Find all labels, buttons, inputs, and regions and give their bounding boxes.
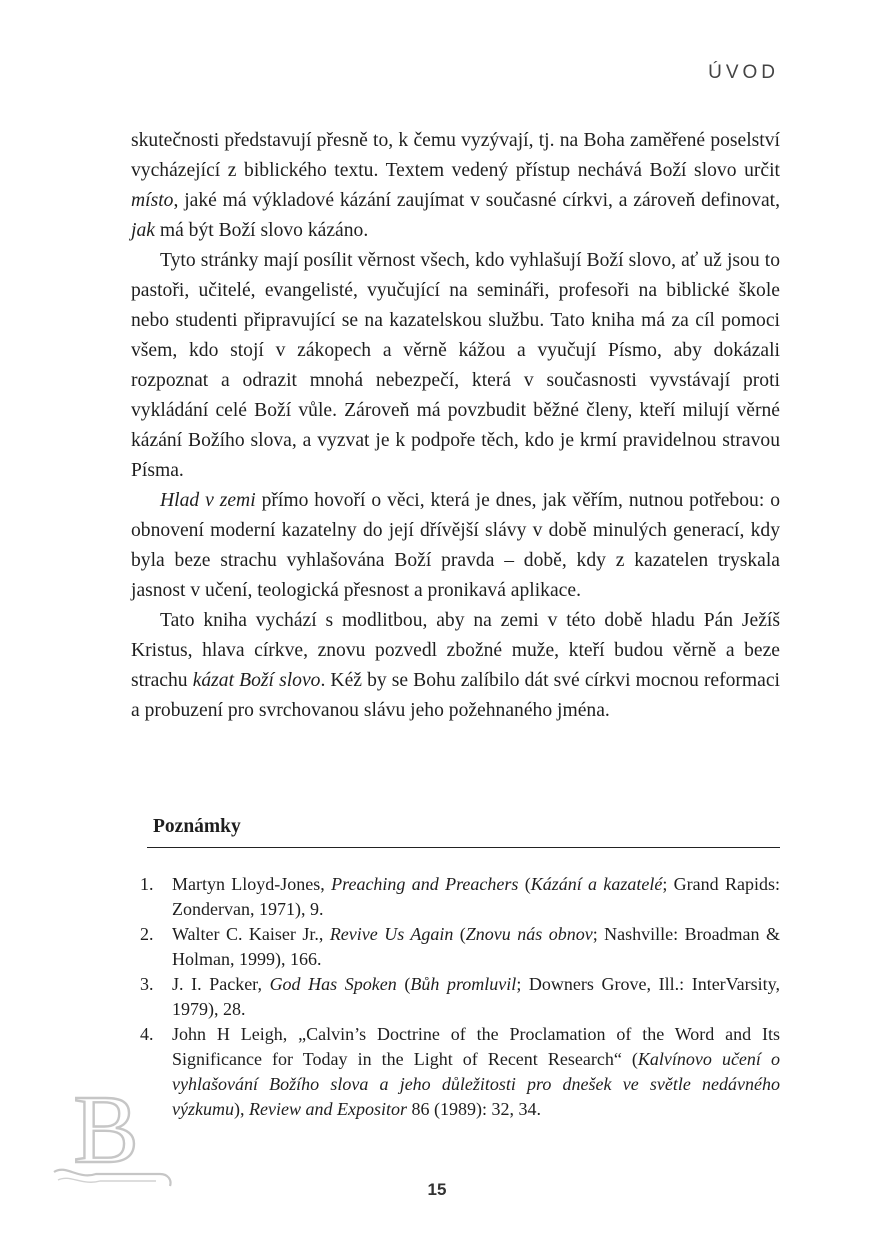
text-run-italic: Preaching and Preachers (331, 874, 519, 894)
note-number: 4. (140, 1024, 154, 1044)
text-run: 86 (1989): 32, 34. (406, 1099, 541, 1119)
text-run: skutečnosti představují přesně to, k čemu vyzývají, tj. na Boha zaměřené poselství vycházející z biblického textu. Textem vedený přístup nechává Boží slovo určit (131, 130, 780, 181)
note-number: 1. (140, 874, 154, 894)
text-run: Martyn Lloyd-Jones, (172, 874, 332, 894)
note-item (140, 922, 780, 972)
text-run: má být Boží slovo kázáno. (154, 220, 369, 241)
text-run-italic: místo (131, 190, 174, 211)
text-run: ( (518, 874, 531, 894)
text-run: ; Grand Rapids: Zondervan, 1971), 9. (172, 874, 780, 919)
main-text (131, 126, 780, 726)
paragraph (131, 246, 780, 486)
running-header: ÚVOD (708, 62, 779, 83)
paragraph (131, 486, 780, 606)
note-item (140, 872, 780, 922)
note-number: 3. (140, 974, 154, 994)
notes-list (140, 872, 780, 1122)
notes-divider (147, 847, 780, 848)
text-run-italic: Kázání a kazatelé (530, 874, 663, 894)
text-run-italic: kázat Boží slovo (192, 670, 321, 691)
paragraph (131, 126, 780, 246)
text-run-italic: God Has Spoken (269, 974, 397, 994)
text-run-italic: Review and Expositor (248, 1099, 407, 1119)
text-run-italic: Revive Us Again (329, 924, 454, 944)
paragraph (131, 606, 780, 726)
text-run-italic: jak (131, 220, 155, 241)
text-run: J. I. Packer, (172, 974, 270, 994)
note-number: 2. (140, 924, 154, 944)
text-run: Tyto stránky mají posílit věrnost všech, kdo vyhlašují Boží slovo, ať už jsou to pastoři, učitelé, evangelisté, vyučující na semináři, profesoři na biblické škole nebo studenti připravující se na kazatelskou službu. Tato kniha má za cíl pomoci všem, kdo stojí v zákopech a věrně kážou a vyučují Písmo, aby dokázali rozpoznat a odrazit mnohá nebezpečí, která v současnosti vyvstávají proti vykládání celé Boží vůle. Zároveň má povzbudit běžné členy, kteří milují věrné kázání Božího slova, a vyzvat je k podpoře těch, kdo je krmí pravidelnou stravou Písma. (131, 250, 780, 481)
notes-heading: Poznámky (153, 816, 241, 837)
publisher-b-logo-icon (48, 1080, 178, 1190)
text-run: ( (396, 974, 411, 994)
text-run-italic: Kalvínovo učení o vyhlašování Božího slova a jeho důležitosti pro dnešek ve světle nedávného výzkumu (172, 1049, 780, 1119)
note-item (140, 1022, 780, 1122)
text-run: John H Leigh, „Calvin’s Doctrine of the Proclamation of the Word and Its Significance for Today in the Light of Recent Research“ ( (172, 1024, 780, 1069)
text-run: ( (453, 924, 466, 944)
text-run: Walter C. Kaiser Jr., (172, 924, 330, 944)
text-run: přímo hovoří o věci, která je dnes, jak věřím, nutnou potřebou: o obnovení moderní kazatelny do její dřívější slávy v době minulých generací, kdy byla beze strachu vyhlašována Boží pravda – době, kdy z kazatelen tryskala jasnost v učení, teologická přesnost a pronikavá aplikace. (131, 490, 780, 601)
text-run: . Kéž by se Bohu zalíbilo dát své církvi mocnou reformaci a probuzení pro svrchovanou slávu jeho požehnaného jména. (131, 670, 781, 721)
text-run: ), (233, 1099, 249, 1119)
text-run: ; Downers Grove, Ill.: InterVarsity, 1979), 28. (172, 974, 780, 1019)
text-run: ; Nashville: Broadman & Holman, 1999), 166. (172, 924, 780, 969)
logo-letter: B (73, 1080, 139, 1184)
text-run-italic: Bůh promluvil (410, 974, 517, 994)
text-run-italic: Znovu nás obnov (465, 924, 593, 944)
text-run: , jaké má výkladové kázání zaujímat v současné církvi, a zároveň definovat, (173, 190, 780, 211)
page-number: 15 (427, 1180, 447, 1199)
note-item (140, 972, 780, 1022)
text-run-italic: Hlad v zemi (160, 490, 256, 511)
text-run: Tato kniha vychází s modlitbou, aby na zemi v této době hladu Pán Ježíš Kristus, hlava církve, znovu pozvedl zbožné muže, kteří budou věrně a beze strachu (131, 610, 780, 691)
